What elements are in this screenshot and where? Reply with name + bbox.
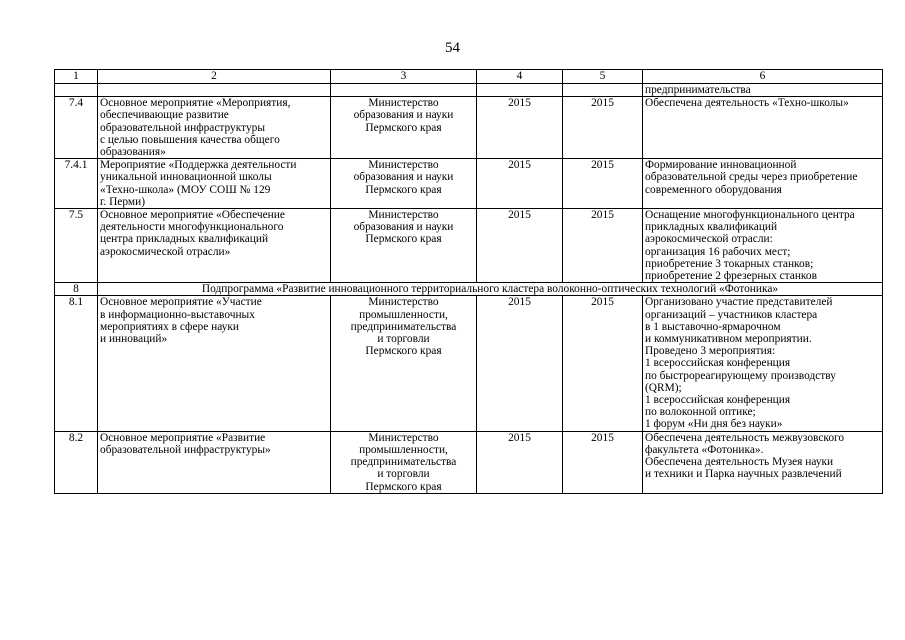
text-line: 1 форум «Ни дня без науки»: [645, 418, 783, 431]
start-year: 2015: [477, 431, 563, 493]
subprogram-title: Подпрограмма «Развитие инновационного территориального кластера волоконно-оптических технологий «Фотоника»: [98, 283, 883, 296]
text-line: центра прикладных квалификаций: [100, 233, 269, 246]
text-line: Обеспечена деятельность межвузовского: [645, 431, 845, 444]
event-name: [98, 209, 331, 283]
text-line: образовательной инфраструктуры: [100, 121, 265, 134]
text-line: и коммуникативном мероприятии.: [645, 333, 812, 346]
text-line: приобретение 3 токарных станков;: [645, 257, 814, 270]
text-line: «Техно-школа» (МОУ СОШ № 129: [100, 183, 271, 196]
start-year: 2015: [477, 296, 563, 431]
end-year: 2015: [563, 97, 643, 159]
expected-result: [643, 209, 883, 283]
expected-result: [643, 84, 883, 97]
text-line: Проведено 3 мероприятия:: [645, 345, 776, 358]
event-name: [98, 97, 331, 159]
text-line: и торговли: [377, 468, 430, 481]
text-line: и техники и Парка научных развлечений: [645, 468, 842, 481]
text-line: 1 всероссийская конференция: [645, 394, 791, 407]
text-line: приобретение 2 фрезерных станков: [645, 270, 817, 283]
text-line: Основное мероприятие «Мероприятия,: [100, 97, 291, 110]
column-number-header: 4: [477, 70, 563, 84]
table-row: [55, 296, 883, 431]
program-table: [54, 69, 883, 494]
column-number-row: [55, 70, 883, 84]
text-line: образовательной среды через приобретение: [645, 171, 858, 184]
text-line: Мероприятие «Поддержка деятельности: [100, 159, 297, 172]
text-line: Пермского края: [365, 183, 442, 196]
text-line: Формирование инновационной: [645, 159, 797, 172]
event-name: [98, 84, 331, 97]
text-line: и инноваций»: [100, 333, 168, 346]
end-year: 2015: [563, 431, 643, 493]
text-line: в информационно-выставочных: [100, 308, 255, 321]
expected-result: [643, 431, 883, 493]
text-line: мероприятиях в сфере науки: [100, 320, 239, 333]
column-number-header: 6: [643, 70, 883, 84]
text-line: Министерство: [368, 296, 439, 309]
event-name: [98, 296, 331, 431]
column-number-header: 1: [55, 70, 98, 84]
text-line: промышленности,: [359, 443, 448, 456]
item-number: 7.4: [55, 97, 98, 159]
executor: [331, 431, 477, 493]
text-line: современного оборудования: [645, 183, 782, 196]
text-line: образования и науки: [353, 221, 454, 234]
column-number-header: 5: [563, 70, 643, 84]
item-number: 8.1: [55, 296, 98, 431]
text-line: Основное мероприятие «Развитие: [100, 431, 266, 444]
text-line: аэрокосмической отрасли:: [645, 233, 773, 246]
text-line: Пермского края: [365, 480, 442, 493]
text-line: и торговли: [377, 333, 430, 346]
text-line: организаций – участников кластера: [645, 308, 818, 321]
text-line: Основное мероприятие «Обеспечение: [100, 209, 285, 222]
end-year: 2015: [563, 159, 643, 209]
item-number: 7.5: [55, 209, 98, 283]
column-number-header: 2: [98, 70, 331, 84]
text-line: по быстрореагирующему производству: [645, 369, 836, 382]
text-line: предпринимательства: [645, 84, 751, 96]
text-line: предпринимательства: [350, 320, 457, 333]
text-line: Основное мероприятие «Участие: [100, 296, 262, 309]
text-line: промышленности,: [359, 308, 448, 321]
page-number: 54: [445, 40, 460, 56]
text-line: образования и науки: [353, 109, 454, 122]
executor: [331, 97, 477, 159]
start-year: [477, 84, 563, 97]
executor: [331, 296, 477, 431]
expected-result: [643, 296, 883, 431]
event-name: [98, 159, 331, 209]
text-line: аэрокосмической отрасли»: [100, 245, 231, 258]
column-number-header: 3: [331, 70, 477, 84]
text-line: Министерство: [368, 159, 439, 172]
text-line: образования»: [100, 146, 166, 159]
text-line: Обеспечена деятельность Музея науки: [645, 456, 834, 469]
text-line: Министерство: [368, 97, 439, 110]
item-number: 8.2: [55, 431, 98, 493]
text-line: организация 16 рабочих мест;: [645, 245, 791, 258]
text-line: Министерство: [368, 431, 439, 444]
expected-result: [643, 97, 883, 159]
text-line: Министерство: [368, 209, 439, 222]
text-line: уникальной инновационной школы: [100, 171, 272, 184]
expected-result: [643, 159, 883, 209]
executor: [331, 159, 477, 209]
event-name: [98, 431, 331, 493]
text-line: г. Перми): [100, 195, 145, 208]
text-line: прикладных квалификаций: [645, 221, 778, 234]
text-line: (QRM);: [645, 381, 682, 394]
start-year: 2015: [477, 209, 563, 283]
text-line: Оснащение многофункционального центра: [645, 209, 855, 222]
item-number: 7.4.1: [55, 159, 98, 209]
text-line: образования и науки: [353, 171, 454, 184]
text-line: по волоконной оптике;: [645, 406, 756, 419]
table-row: [55, 209, 883, 283]
text-line: предпринимательства: [350, 456, 457, 469]
item-number: 8: [55, 283, 98, 296]
text-line: Организовано участие представителей: [645, 296, 833, 309]
text-line: 1 всероссийская конференция: [645, 357, 791, 370]
start-year: 2015: [477, 159, 563, 209]
executor: [331, 209, 477, 283]
text-line: деятельности многофункционального: [100, 221, 284, 234]
table-row: [55, 97, 883, 159]
table-row: [55, 159, 883, 209]
text-line: Обеспечена деятельность «Техно-школы»: [645, 97, 849, 110]
text-line: в 1 выставочно-ярмарочном: [645, 320, 781, 333]
table-row: [55, 84, 883, 97]
text-line: Пермского края: [365, 345, 442, 358]
text-line: факультета «Фотоника».: [645, 443, 764, 456]
text-line: Пермского края: [365, 233, 442, 246]
subprogram-row: [55, 283, 883, 296]
table-row: [55, 431, 883, 493]
end-year: 2015: [563, 296, 643, 431]
text-line: образовательной инфраструктуры»: [100, 443, 271, 456]
text-line: Пермского края: [365, 121, 442, 134]
text-line: с целью повышения качества общего: [100, 133, 280, 146]
item-number: [55, 84, 98, 97]
end-year: [563, 84, 643, 97]
end-year: 2015: [563, 209, 643, 283]
start-year: 2015: [477, 97, 563, 159]
executor: [331, 84, 477, 97]
text-line: обеспечивающие развитие: [100, 109, 229, 122]
